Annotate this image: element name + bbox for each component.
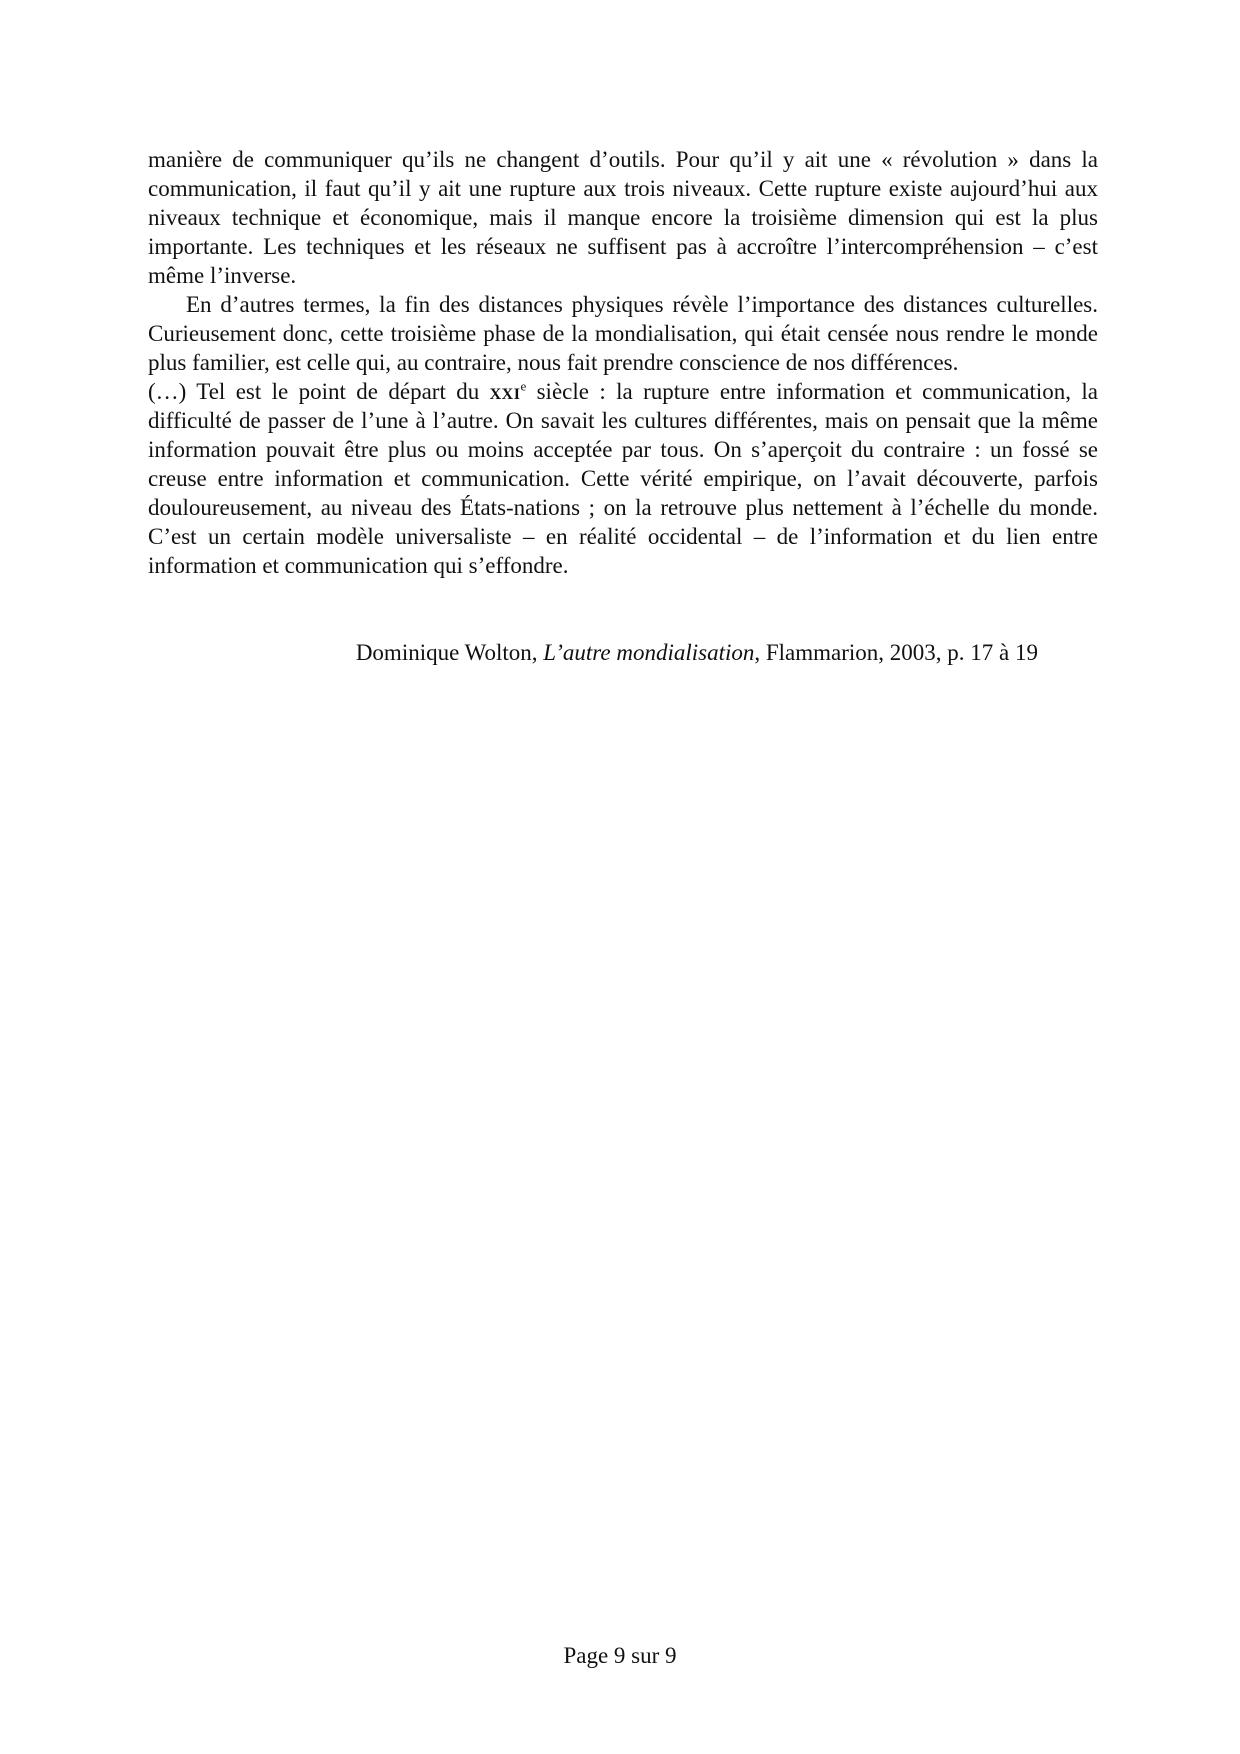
century-numeral: xxi: [489, 379, 521, 404]
text-body: [148, 145, 1098, 665]
century-superscript: e: [520, 378, 527, 394]
paragraph-3: [148, 377, 1098, 580]
citation-book-title: L’autre mondialisation: [543, 640, 755, 665]
paragraph-2: En d’autres termes, la fin des distances physiques révèle l’importance des distances culturelles. Curieusement donc, cette troisième phase de la mondialisation, qui était censée nous rendre le monde plus familier, est celle qui, au contraire, nous fait prendre conscience de nos différences.: [148, 292, 1098, 375]
citation-details: , Flammarion, 2003, p. 17 à 19: [754, 640, 1038, 665]
citation-author: Dominique Wolton,: [355, 640, 544, 665]
page-number: Page 9 sur 9: [563, 1643, 677, 1668]
paragraph-1: manière de communiquer qu’ils ne changent d’outils. Pour qu’il y ait une « révolution » dans la communication, il faut qu’il y ait une rupture aux trois niveaux. Cette rupture existe aujourd’hui aux niveaux technique et économique, mais il manque encore la troisième dimension qui est la plus importante. Les techniques et les réseaux ne suffisent pas à accroître l’intercompréhension – c’est même l’inverse.: [148, 147, 1098, 288]
source-citation: [148, 638, 1038, 667]
paragraph-3-rest: siècle : la rupture entre information et communication, la difficulté de passer de l’une à l’autre. On savait les cultures différentes, mais on pensait que la même information pouvait être plus ou moins acceptée par tous. On s’aperçoit du contraire : un fossé se creuse entre information et communication. Cette vérité empirique, on l’avait découverte, parfois douloureusement, au niveau des États-nations ; on la retrouve plus nettement à l’échelle du monde. C’est un certain modèle universaliste – en réalité occidental – de l’information et du lien entre information et communication qui s’effondre.: [148, 379, 1098, 578]
paragraph-3-start: (…) Tel est le point de départ du: [148, 379, 490, 404]
